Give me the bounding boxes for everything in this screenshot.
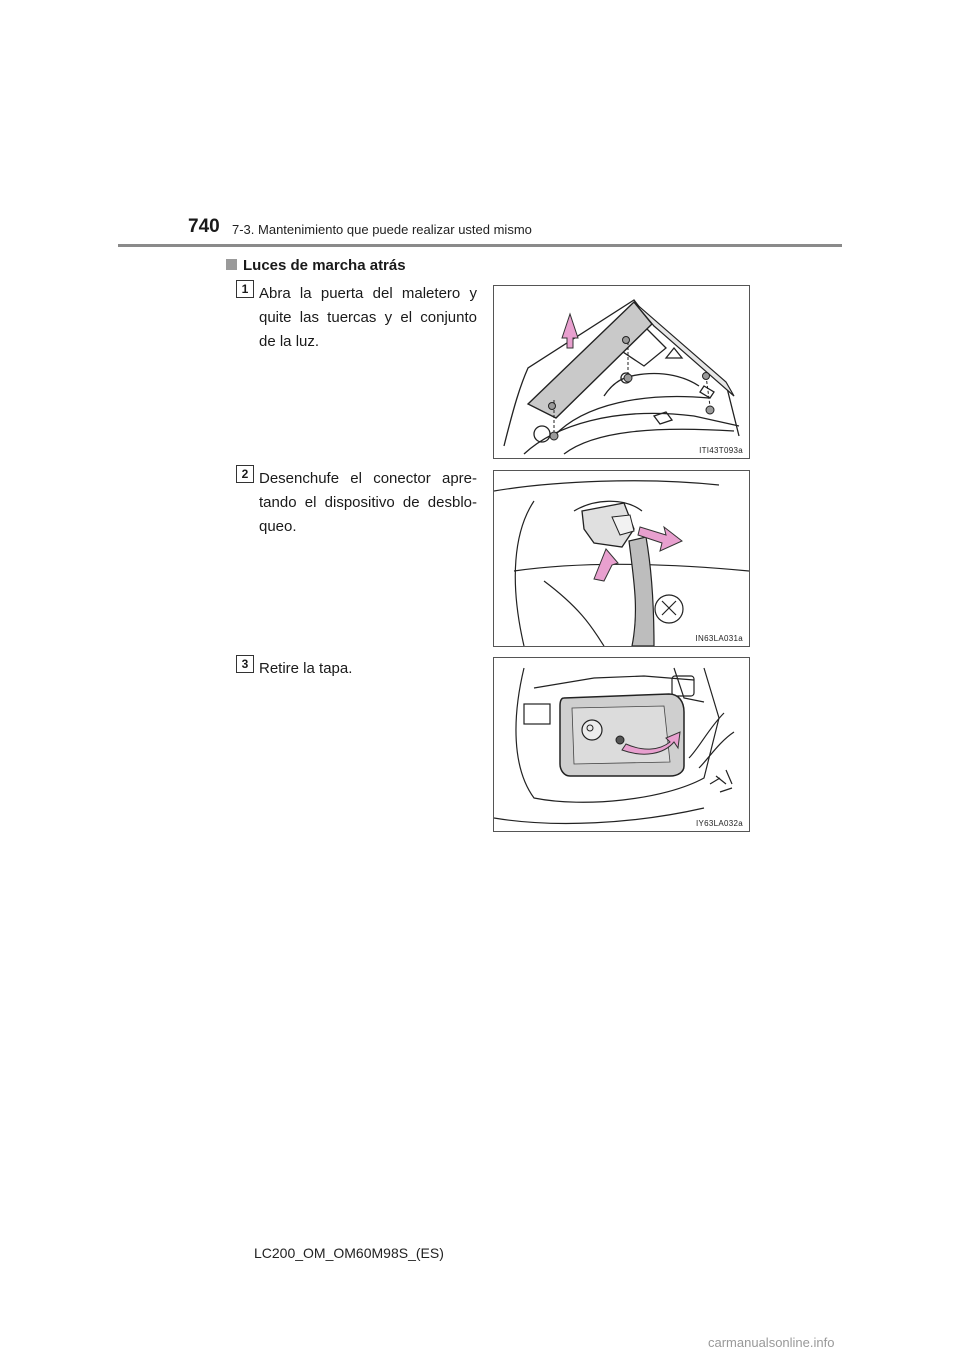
section-title: 7-3. Mantenimiento que puede realizar usted mismo [232, 222, 532, 237]
watermark: carmanualsonline.info [708, 1335, 835, 1350]
section-heading-text: Luces de marcha atrás [243, 257, 406, 274]
header-rule [118, 244, 842, 247]
connector-illustration [494, 471, 749, 646]
cover-illustration [494, 658, 749, 831]
step-text-1: Abra la puerta del maletero y quite las tuercas y el conjunto de la luz. [259, 285, 477, 350]
step-number-3: 3 [236, 655, 254, 673]
figure-code-1: ITI43T093a [699, 446, 743, 455]
footer-document-id: LC200_OM_OM60M98S_(ES) [254, 1245, 444, 1261]
figure-code-2: IN63LA031a [695, 634, 743, 643]
step-text-3: Retire la tapa. [259, 660, 353, 677]
step-number-1: 1 [236, 280, 254, 298]
figure-connector-release [493, 470, 750, 647]
step-text-2: Desenchufe el conector apre-tando el dispositivo de desblo-queo. [259, 470, 477, 535]
taillight-illustration [494, 286, 749, 458]
figure-cover-removal [493, 657, 750, 832]
figure-code-3: IY63LA032a [695, 819, 743, 828]
figure-taillight-assembly [493, 285, 750, 459]
page-number: 740 [188, 216, 220, 237]
square-bullet-icon [226, 259, 237, 270]
step-number-2: 2 [236, 465, 254, 483]
section-heading [226, 257, 406, 274]
